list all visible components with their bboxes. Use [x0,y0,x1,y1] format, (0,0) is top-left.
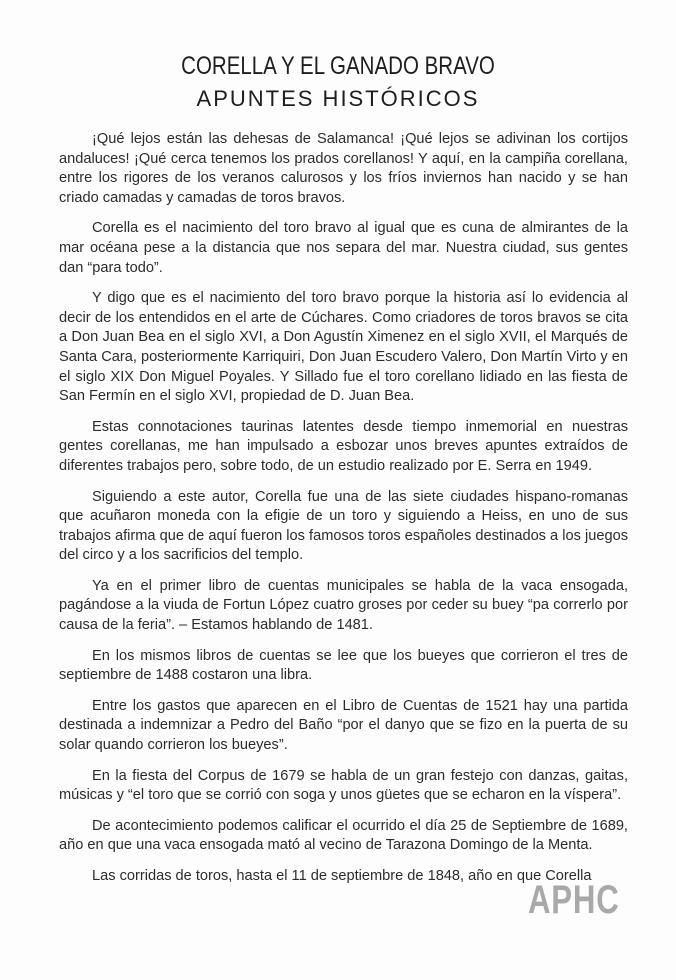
page-title: CORELLA Y EL GANADO BRAVO [181,52,495,80]
paragraph: Las corridas de toros, hasta el 11 de septiembre de 1848, año en que Corella [92,868,592,884]
page-subtitle: APUNTES HISTÓRICOS [196,86,480,111]
paragraph: Siguiendo a este autor, Corella fue una de las siete ciudades hispano-romanas que acuñaron moneda con la efigie de un toro y siguiendo a Heiss, en uno de sus trabajos afirma que de aquí fueron los famosos toros españoles destinados a los juegos del circo y a los sacrificios del templo. [59,488,628,564]
article-body [59,130,628,898]
paragraph: Y digo que es el nacimiento del toro bravo porque la historia así lo evidencia al decir de los entendidos en el arte de Cúchares. Como criadores de toros bravos se cita a Don Juan Bea en el siglo XVI, a Don Agustín Ximenez en el siglo XVII, el Marqués de Santa Cara, posteriormente Karriquiri, Don Juan Escudero Valero, Don Martín Virto y en el siglo XIX Don Miguel Poyales. Y Sillado fue el toro corellano lidiado en las fiesta de San Fermín en el siglo XVI, propiedad de D. Juan Bea. [59,290,628,405]
paragraph: En la fiesta del Corpus de 1679 se habla de un gran festejo con danzas, gaitas, músicas y “el toro que se corrió con soga y unos güetes que se echaron en la víspera”. [59,767,628,804]
paragraph: En los mismos libros de cuentas se lee que los bueyes que corrieron el tres de septiembre de 1488 costaron una libra. [59,647,628,684]
paragraph: Ya en el primer libro de cuentas municipales se habla de la vaca ensogada, pagándose a la viuda de Fortun López cuatro groses por ceder su buey “pa correrlo por causa de la feria”. – Estamos hablando de 1481. [59,577,628,634]
paragraph: ¡Qué lejos están las dehesas de Salamanca! ¡Qué lejos se adivinan los cortijos andaluces! ¡Qué cerca tenemos los prados corellanos! Y aquí, en la campiña corellana, entre los rigores de los veranos calurosos y los fríos inviernos han nacido y se han criado camadas y camadas de toros bravos. [59,131,628,206]
paragraph: Estas connotaciones taurinas latentes desde tiempo inmemorial en nuestras gentes corellanas, me han impulsado a esbozar unos breves apuntes extraídos de diferentes trabajos pero, sobre todo, de un estudio realizado por E. Serra en 1949. [59,418,628,474]
paragraph: Entre los gastos que aparecen en el Libro de Cuentas de 1521 hay una partida destinada a indemnizar a Pedro del Baño “por el danyo que se fizo en la puerta de su solar quando corrieron los bueyes”. [59,697,628,754]
paragraph: De acontecimiento podemos calificar el ocurrido el día 25 de Septiembre de 1689, año en que una vaca ensogada mató al vecino de Tarazona Domingo de la Menta. [59,817,628,854]
paragraph: Corella es el nacimiento del toro bravo al igual que es cuna de almirantes de la mar océana pese a la distancia que nos separa del mar. Nuestra ciudad, sus gentes dan “para todo”. [59,220,628,276]
watermark: APHC [528,878,620,922]
